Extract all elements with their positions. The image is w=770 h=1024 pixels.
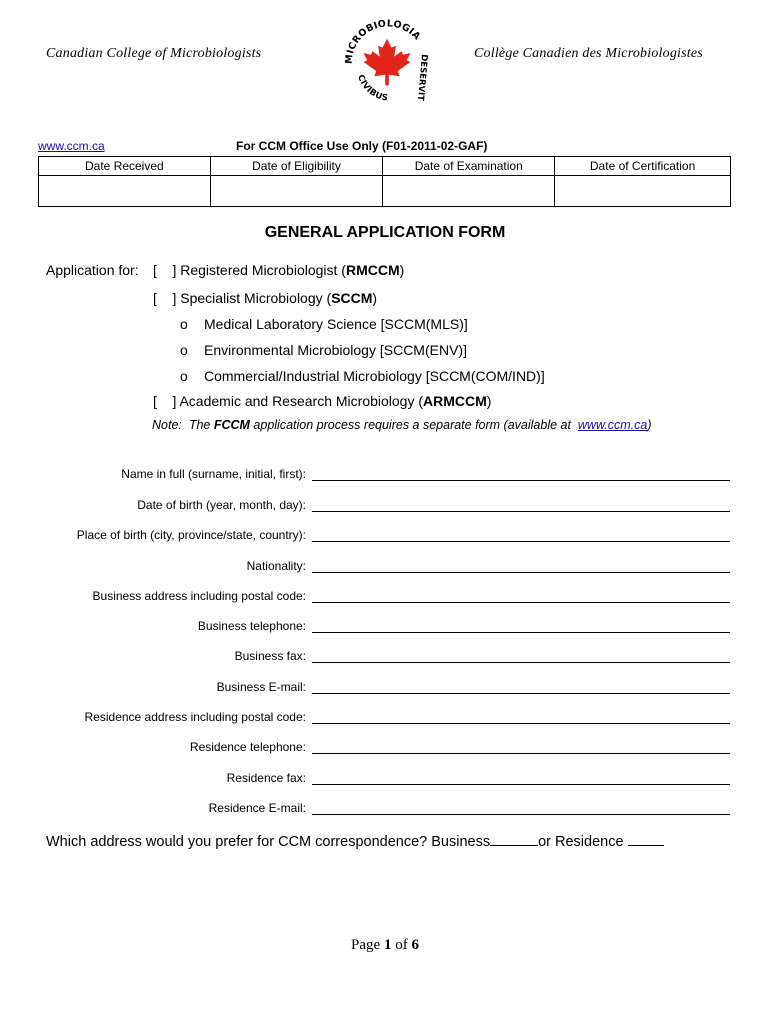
website-link[interactable]: www.ccm.ca <box>38 139 105 153</box>
col-date-certification: Date of Certification <box>555 157 731 176</box>
residence-email-field[interactable] <box>312 814 730 815</box>
sub-option-env[interactable] <box>180 342 467 358</box>
office-use-table <box>38 156 731 207</box>
label-residence-address: Residence address including postal code: <box>84 710 306 724</box>
option-sccm-label: Specialist Microbiology ( <box>180 290 332 306</box>
business-address-field[interactable] <box>312 602 730 603</box>
residence-address-field[interactable] <box>312 723 730 724</box>
svg-text:CIVIBUS: CIVIBUS <box>355 73 389 104</box>
page-current: 1 <box>383 937 392 953</box>
bullet-icon: o <box>180 316 188 332</box>
note-suffix: ) <box>647 418 652 432</box>
label-residence-email: Residence E-mail: <box>208 801 306 815</box>
dob-field[interactable] <box>312 511 730 512</box>
bullet-icon: o <box>180 368 188 384</box>
question-middle: or Residence <box>538 834 628 850</box>
svg-text:MICROBIOLOGIA: MICROBIOLOGIA <box>343 18 423 65</box>
option-armccm-close: ) <box>486 393 492 409</box>
label-business-email: Business E-mail: <box>216 680 306 694</box>
checkbox-rmccm[interactable]: [ ] <box>153 262 177 278</box>
sub-option-env-label: Environmental Microbiology [SCCM(ENV)] <box>204 342 467 358</box>
application-for-label: Application for: <box>46 262 139 278</box>
fccm-note <box>152 418 652 432</box>
option-sccm-close: ) <box>372 290 378 306</box>
correspondence-question <box>46 834 664 850</box>
option-armccm-code: ARMCCM <box>423 393 487 409</box>
label-name: Name in full (surname, initial, first): <box>121 467 306 481</box>
office-use-note: For CCM Office Use Only (F01-2011-02-GAF) <box>236 139 488 153</box>
page-number <box>0 937 770 954</box>
note-fccm: FCCM <box>213 418 250 432</box>
business-telephone-field[interactable] <box>312 632 730 633</box>
header-college-name-fr: Collège Canadien des Microbiologistes <box>474 46 703 61</box>
college-logo <box>332 6 442 112</box>
checkbox-armccm[interactable]: [ ] <box>153 393 177 409</box>
note-prefix: Note: The <box>152 418 214 432</box>
label-residence-fax: Residence fax: <box>226 771 306 785</box>
page-total: 6 <box>411 937 419 953</box>
page-prefix: Page <box>351 937 384 953</box>
sub-option-mls-label: Medical Laboratory Science [SCCM(MLS)] <box>204 316 468 332</box>
label-nationality: Nationality: <box>246 559 306 573</box>
label-business-address: Business address including postal code: <box>92 589 306 603</box>
residence-preference-blank[interactable] <box>628 844 664 846</box>
page-of: of <box>391 937 412 953</box>
option-sccm-code: SCCM <box>331 290 373 306</box>
name-field[interactable] <box>312 480 730 481</box>
nationality-field[interactable] <box>312 572 730 573</box>
business-email-field[interactable] <box>312 693 730 694</box>
cell-date-eligibility <box>210 176 383 207</box>
residence-fax-field[interactable] <box>312 784 730 785</box>
form-title: GENERAL APPLICATION FORM <box>264 224 506 241</box>
label-business-fax: Business fax: <box>234 649 306 663</box>
svg-text:DESERVIT: DESERVIT <box>414 53 429 102</box>
col-date-eligibility: Date of Eligibility <box>210 157 383 176</box>
business-fax-field[interactable] <box>312 662 730 663</box>
checkbox-sccm[interactable]: [ ] <box>153 290 177 306</box>
sub-option-mls[interactable] <box>180 316 468 332</box>
question-prefix: Which address would you prefer for CCM correspondence? Business <box>46 834 491 850</box>
col-date-received: Date Received <box>39 157 211 176</box>
option-rmccm-code: RMCCM <box>345 262 400 278</box>
label-pob: Place of birth (city, province/state, country): <box>76 528 306 542</box>
cell-date-received <box>39 176 211 207</box>
sub-option-com-label: Commercial/Industrial Microbiology [SCCM(COM/IND)] <box>204 368 545 384</box>
label-dob: Date of birth (year, month, day): <box>137 498 306 512</box>
label-business-telephone: Business telephone: <box>197 619 306 633</box>
note-website-link[interactable]: www.ccm.ca <box>577 418 648 432</box>
cell-date-certification <box>555 176 731 207</box>
option-armccm[interactable] <box>153 393 491 409</box>
col-date-examination: Date of Examination <box>383 157 555 176</box>
note-middle: application process requires a separate form (available at <box>249 418 578 432</box>
maple-leaf-seal-icon <box>332 6 442 112</box>
header-college-name-en: Canadian College of Microbiologists <box>46 46 262 61</box>
option-rmccm-close: ) <box>399 262 405 278</box>
residence-telephone-field[interactable] <box>312 753 730 754</box>
sub-option-com[interactable] <box>180 368 545 384</box>
bullet-icon: o <box>180 342 188 358</box>
label-residence-telephone: Residence telephone: <box>189 740 306 754</box>
cell-date-examination <box>383 176 555 207</box>
business-preference-blank[interactable] <box>490 844 538 846</box>
pob-field[interactable] <box>312 541 730 542</box>
option-sccm[interactable] <box>153 290 377 306</box>
option-rmccm-label: Registered Microbiologist ( <box>180 262 346 278</box>
option-rmccm[interactable] <box>153 262 404 278</box>
option-armccm-label: Academic and Research Microbiology ( <box>179 393 424 409</box>
